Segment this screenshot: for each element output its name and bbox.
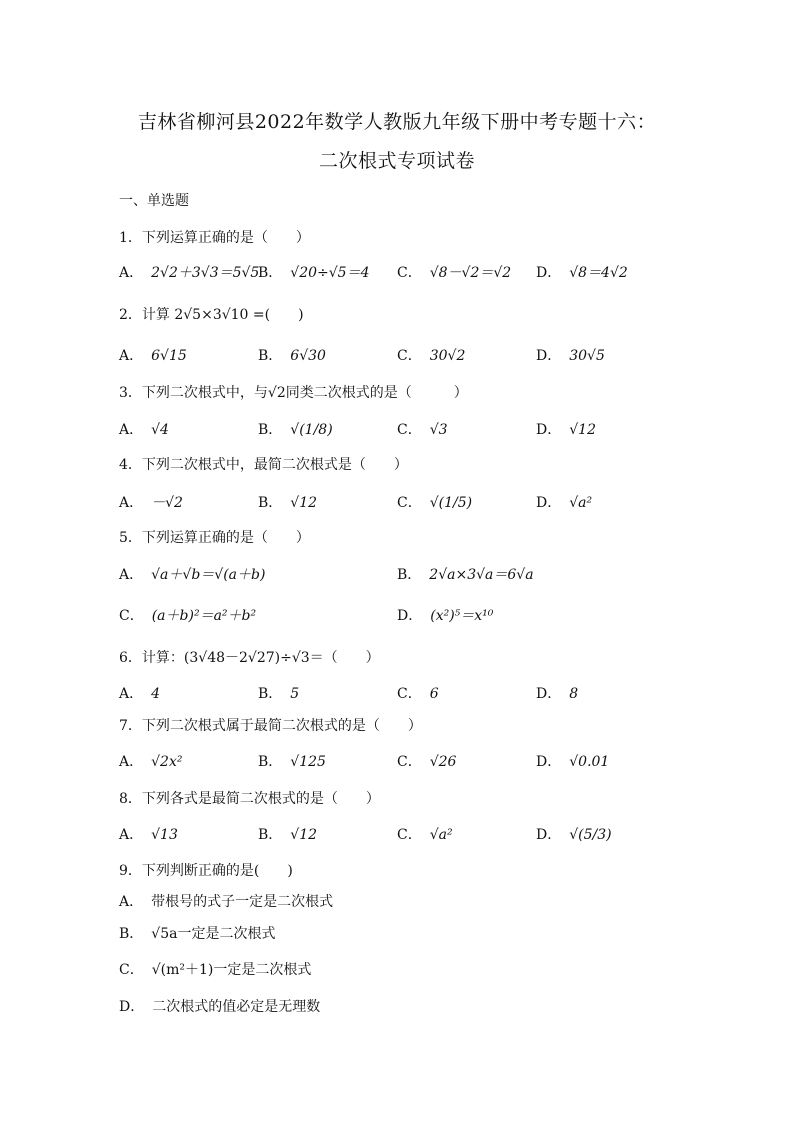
q7-option-c: [397, 752, 456, 772]
option-label: A．: [119, 894, 144, 910]
option-text: 6√15: [151, 348, 187, 364]
option-label: B．: [258, 754, 283, 770]
option-text: √13: [151, 827, 178, 843]
question-8-stem: 8．下列各式是最简二次根式的是（ ）: [119, 791, 380, 807]
question-7-stem: 7．下列二次根式属于最简二次根式的是（ ）: [119, 718, 422, 734]
option-text: (x²)⁵＝x¹⁰: [430, 608, 494, 624]
q3-option-c: [397, 420, 448, 440]
q2-option-a: [119, 346, 187, 366]
option-text: 30√5: [569, 348, 605, 364]
option-text: 8: [569, 686, 579, 702]
option-text: √26: [429, 754, 457, 770]
option-text: 5: [290, 686, 300, 702]
document-title-line-1: 吉林省柳河县2022年数学人教版九年级下册中考专题十六：: [137, 111, 657, 133]
q4-option-d: [536, 493, 592, 513]
option-label: C．: [397, 686, 422, 702]
option-text: √(5/3): [569, 827, 612, 843]
option-text: √125: [290, 754, 326, 770]
question-2-stem: 2．计算 2√5×3√10 =( ): [119, 307, 304, 323]
q1-option-d: [536, 263, 628, 283]
option-label: C．: [397, 348, 422, 364]
option-label: B．: [258, 495, 283, 511]
q9-option-b: [119, 924, 275, 944]
q7-option-d: [536, 752, 609, 772]
option-label: B．: [258, 422, 283, 438]
option-label: C．: [397, 265, 422, 281]
option-text: √(1/5): [429, 495, 473, 511]
option-text: 30√2: [429, 348, 466, 364]
option-label: C．: [397, 495, 422, 511]
q8-option-b: [258, 825, 317, 845]
option-text: √12: [569, 422, 596, 438]
option-text: 带根号的式子一定是二次根式: [151, 894, 334, 910]
q3-option-a: [119, 420, 169, 440]
option-label: B．: [258, 686, 283, 702]
q2-option-b: [258, 346, 326, 366]
option-text: √8－√2＝√2: [429, 265, 512, 281]
option-text: √2x²: [151, 754, 183, 770]
q6-option-c: [397, 684, 439, 704]
option-text: (a＋b)²＝a²＋b²: [151, 608, 257, 624]
option-label: D．: [536, 422, 562, 438]
option-label: D．: [536, 495, 562, 511]
option-label: D．: [536, 686, 562, 702]
option-label: A．: [119, 567, 144, 583]
q7-option-b: [258, 752, 326, 772]
section-heading: 一、单选题: [119, 193, 189, 209]
option-label: C．: [119, 962, 144, 978]
document-title-line-2: 二次根式专项试卷: [318, 150, 475, 172]
q8-option-a: [119, 825, 178, 845]
q9-option-a: [119, 892, 333, 912]
q5-option-c: [119, 606, 256, 626]
option-text: √a＋√b＝√(a＋b): [151, 567, 266, 583]
q1-option-a: [119, 263, 259, 283]
option-text: 2√a×3√a＝6√a: [429, 567, 534, 583]
q1-option-b: [258, 263, 370, 283]
q6-option-b: [258, 684, 299, 704]
q4-option-c: [397, 493, 472, 513]
q5-option-b: [397, 565, 534, 585]
option-text: 6: [429, 686, 439, 702]
q7-option-a: [119, 752, 182, 772]
q9-option-c: [119, 960, 311, 980]
option-label: D．: [397, 608, 423, 624]
option-label: A．: [119, 754, 144, 770]
option-text: √a²: [569, 495, 593, 511]
option-label: B．: [397, 567, 422, 583]
option-text: √12: [290, 827, 318, 843]
option-label: C．: [397, 754, 422, 770]
q1-option-c: [397, 263, 511, 283]
option-text: √(m²＋1)一定是二次根式: [151, 962, 312, 978]
question-3-stem: 3．下列二次根式中，与√2同类二次根式的是（ ）: [119, 385, 468, 401]
question-1-stem: 1．下列运算正确的是（ ）: [119, 230, 310, 246]
option-label: D．: [536, 265, 562, 281]
option-text: √8＝4√2: [569, 265, 628, 281]
option-label: C．: [397, 827, 422, 843]
q5-option-d: [397, 606, 493, 626]
option-text: 4: [151, 686, 161, 702]
question-5-stem: 5．下列运算正确的是（ ）: [119, 530, 310, 546]
option-label: A．: [119, 827, 144, 843]
q2-option-c: [397, 346, 465, 366]
q8-option-d: [536, 825, 612, 845]
option-text: √0.01: [569, 754, 610, 770]
option-text: √5a一定是二次根式: [151, 926, 276, 942]
option-label: B．: [119, 926, 144, 942]
option-label: A．: [119, 495, 144, 511]
q3-option-d: [536, 420, 596, 440]
option-text: √3: [429, 422, 448, 438]
option-text: 二次根式的值必定是无理数: [152, 999, 321, 1015]
question-6-stem: 6．计算：(3√48－2√27)÷√3＝（ ）: [119, 650, 380, 666]
option-text: √20÷√5＝4: [290, 265, 370, 281]
option-label: A．: [119, 686, 144, 702]
option-label: A．: [119, 348, 144, 364]
question-4-stem: 4．下列二次根式中，最简二次根式是（ ）: [119, 457, 408, 473]
option-label: B．: [258, 827, 283, 843]
option-label: B．: [258, 265, 283, 281]
option-label: D．: [536, 827, 562, 843]
option-label: C．: [397, 422, 422, 438]
q6-option-d: [536, 684, 578, 704]
option-text: √a²: [429, 827, 453, 843]
option-label: D．: [119, 999, 145, 1015]
option-text: 6√30: [290, 348, 326, 364]
q3-option-b: [258, 420, 333, 440]
q5-option-a: [119, 565, 265, 585]
question-9-stem: 9．下列判断正确的是( ): [119, 863, 293, 879]
option-text: √12: [290, 495, 318, 511]
option-label: A．: [119, 265, 144, 281]
option-text: 2√2＋3√3＝5√5: [151, 265, 260, 281]
q4-option-b: [258, 493, 317, 513]
option-label: D．: [536, 348, 562, 364]
q8-option-c: [397, 825, 453, 845]
option-label: C．: [119, 608, 144, 624]
option-label: D．: [536, 754, 562, 770]
q6-option-a: [119, 684, 160, 704]
option-text: √(1/8): [290, 422, 333, 438]
q2-option-d: [536, 346, 605, 366]
option-text: √4: [151, 422, 169, 438]
q4-option-a: [119, 493, 183, 513]
q9-option-d: [119, 997, 320, 1017]
option-text: －√2: [151, 495, 183, 511]
option-label: B．: [258, 348, 283, 364]
option-label: A．: [119, 422, 144, 438]
